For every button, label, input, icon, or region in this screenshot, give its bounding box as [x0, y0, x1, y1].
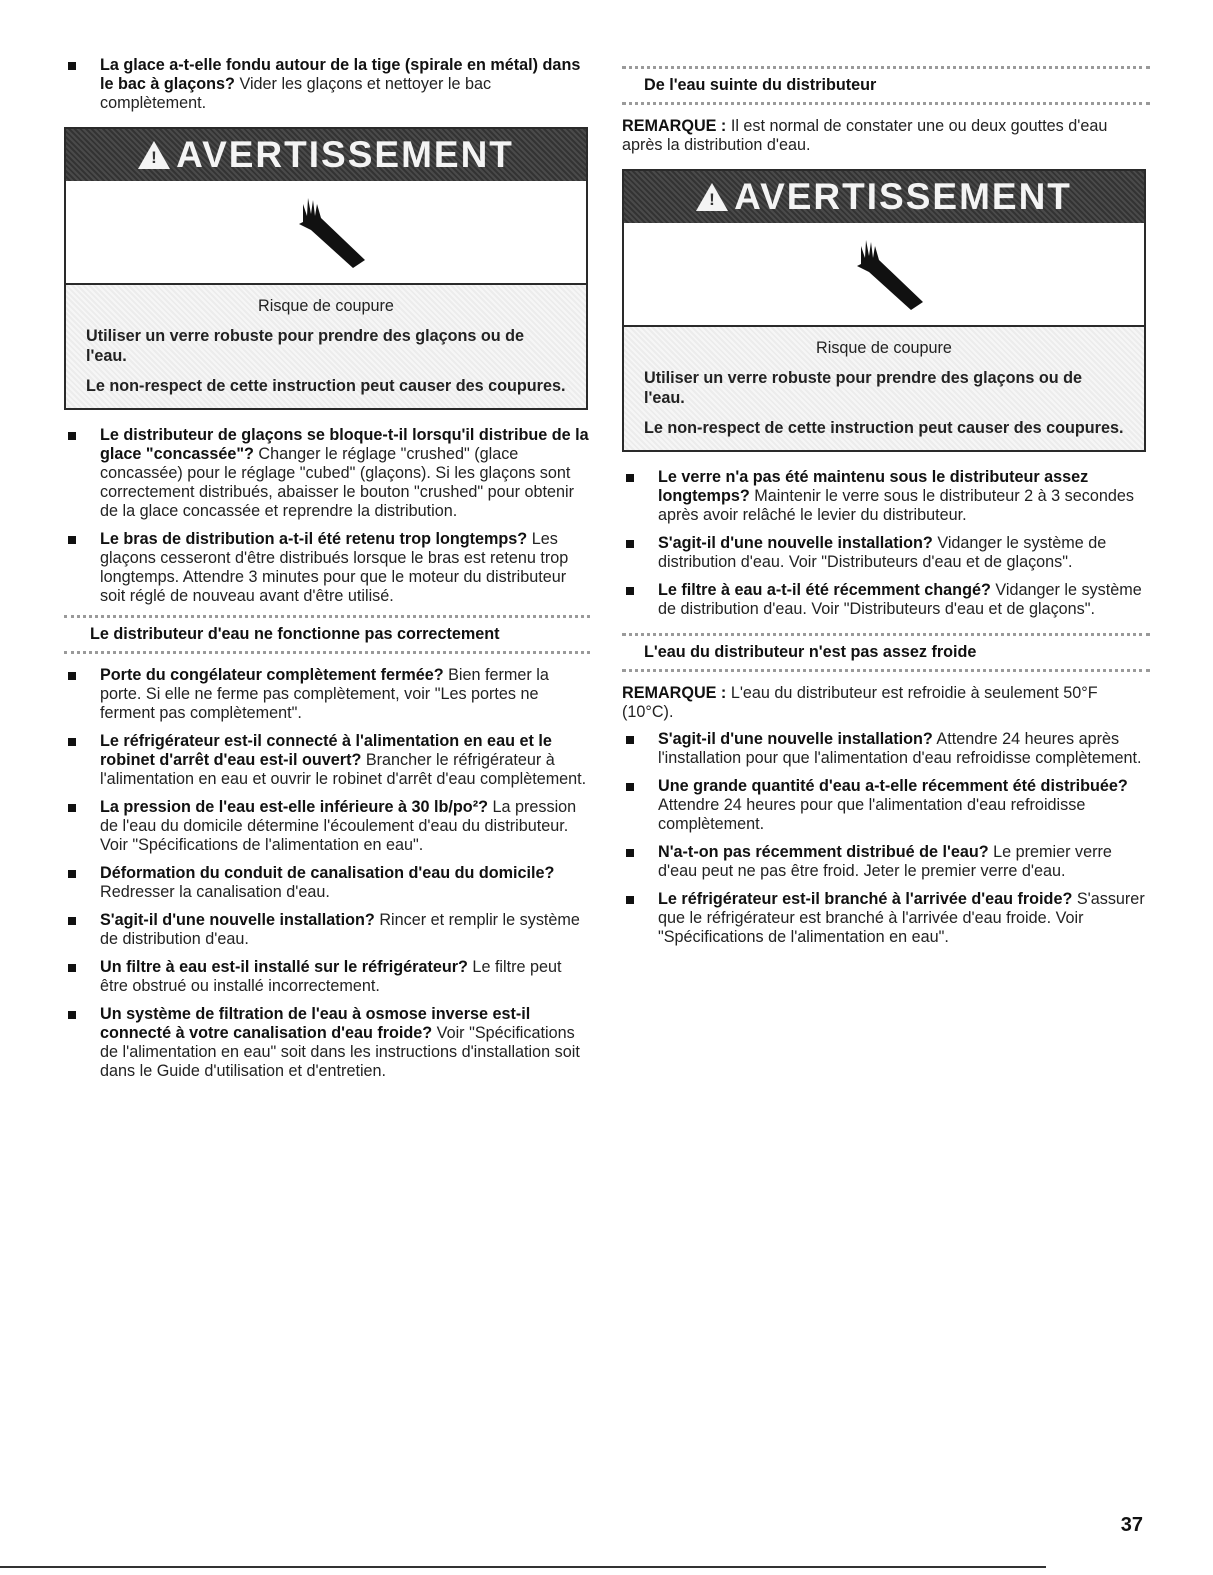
water-dispenser-list	[64, 666, 590, 1081]
left-column	[64, 56, 590, 1090]
warning-header	[66, 129, 586, 181]
cut-hand-icon	[281, 190, 371, 274]
list-item: S'agit-il d'une nouvelle installation? Rincer et remplir le système de distribution d'eau.	[64, 911, 590, 949]
list-item: S'agit-il d'une nouvelle installation? Attendre 24 heures après l'installation pour que l'alimentation d'eau refroidisse complètement.	[622, 730, 1150, 768]
page-number: 37	[1120, 1514, 1143, 1536]
note: REMARQUE : L'eau du distributeur est refroidie à seulement 50°F (10°C).	[622, 684, 1098, 721]
warning-triangle-icon: !	[138, 141, 170, 169]
list-item: N'a-t-on pas récemment distribué de l'eau? Le premier verre d'eau peut ne pas être froid. Jeter le premier verre d'eau.	[622, 843, 1150, 881]
list-item: Le réfrigérateur est-il connecté à l'alimentation en eau et le robinet d'arrêt d'eau est-il ouvert? Brancher le réfrigérateur à l'alimentation en eau et ouvrir le robinet d'arrêt d'eau complètement.	[64, 732, 590, 789]
list-item: La glace a-t-elle fondu autour de la tige (spirale en métal) dans le bac à glaçons? Vider les glaçons et nettoyer le bac complètement.	[64, 56, 590, 113]
list-item: Le bras de distribution a-t-il été retenu trop longtemps? Les glaçons cesseront d'être distribués lorsque le bras est retenu trop longtemps. Attendre 3 minutes pour que le moteur du distributeur soit réglé de nouveau avant d'être utilisé.	[64, 530, 590, 606]
list-item: Le verre n'a pas été maintenu sous le distributeur assez longtemps? Maintenir le verre sous le distributeur 2 à 3 secondes après avoir relâché le levier du distributeur.	[622, 468, 1150, 525]
list-item: Un système de filtration de l'eau à osmose inverse est-il connecté à votre canalisation d'eau froide? Voir "Spécifications de l'alimentation en eau" soit dans les instructions d'installation soit dans le Guide d'utilisation et d'entretien.	[64, 1005, 590, 1081]
cold-water-list	[622, 730, 1150, 947]
warning-instruction: Utiliser un verre robuste pour prendre des glaçons ou de l'eau.	[644, 369, 1083, 407]
section-heading: Le distributeur d'eau ne fonctionne pas correctement	[64, 615, 590, 654]
list-item: Un filtre à eau est-il installé sur le réfrigérateur? Le filtre peut être obstrué ou installé incorrectement.	[64, 958, 590, 996]
list-item: Le filtre à eau a-t-il été récemment changé? Vidanger le système de distribution d'eau. Voir "Distributeurs d'eau et de glaçons".	[622, 581, 1150, 619]
warning-header	[624, 171, 1144, 223]
note: REMARQUE : Il est normal de constater une ou deux gouttes d'eau après la distribution d'eau.	[622, 117, 1108, 154]
warning-box	[622, 169, 1146, 452]
ice-dispenser-list	[64, 426, 590, 606]
section-heading: L'eau du distributeur n'est pas assez froide	[622, 633, 1150, 672]
warning-consequence: Le non-respect de cette instruction peut causer des coupures.	[644, 419, 1124, 437]
seeping-water-list	[622, 468, 1150, 619]
bottom-rule	[0, 1566, 1046, 1568]
list-item: Porte du congélateur complètement fermée? Bien fermer la porte. Si elle ne ferme pas complètement, voir "Les portes ne ferment pas complètement".	[64, 666, 590, 723]
warning-consequence: Le non-respect de cette instruction peut causer des coupures.	[86, 377, 566, 395]
list-item: Le réfrigérateur est-il branché à l'arrivée d'eau froide? S'assurer que le réfrigérateur est branché à l'arrivée d'eau froide. Voir "Spécifications de l'alimentation en eau".	[622, 890, 1150, 947]
warning-title: AVERTISSEMENT	[734, 176, 1072, 217]
warning-box	[64, 127, 588, 410]
list-item: Le distributeur de glaçons se bloque-t-il lorsqu'il distribue de la glace "concassée"? Changer le réglage "crushed" (glace concassée) pour le réglage "cubed" (glaçons). Si les glaçons sont correctement distribués, abaisser le bouton "crushed" pour obtenir de la glace concassée et reprendre la distribution.	[64, 426, 590, 521]
list-item: S'agit-il d'une nouvelle installation? Vidanger le système de distribution d'eau. Voir "Distributeurs d'eau et de glaçons".	[622, 534, 1150, 572]
warning-triangle-icon: !	[696, 183, 728, 211]
intro-list	[64, 56, 590, 113]
warning-instruction: Utiliser un verre robuste pour prendre des glaçons ou de l'eau.	[86, 327, 525, 365]
cut-hand-icon	[839, 232, 929, 316]
list-item: Déformation du conduit de canalisation d'eau du domicile? Redresser la canalisation d'eau.	[64, 864, 590, 902]
right-column	[622, 66, 1150, 956]
list-item: La pression de l'eau est-elle inférieure à 30 lb/po²? La pression de l'eau du domicile détermine l'écoulement d'eau du distributeur. Voir "Spécifications de l'alimentation en eau".	[64, 798, 590, 855]
section-heading: De l'eau suinte du distributeur	[622, 66, 1150, 105]
warning-risk: Risque de coupure	[816, 339, 952, 357]
warning-risk: Risque de coupure	[258, 297, 394, 315]
list-item: Une grande quantité d'eau a-t-elle récemment été distribuée? Attendre 24 heures pour que l'alimentation d'eau refroidisse complètement.	[622, 777, 1150, 834]
warning-title: AVERTISSEMENT	[176, 134, 514, 175]
